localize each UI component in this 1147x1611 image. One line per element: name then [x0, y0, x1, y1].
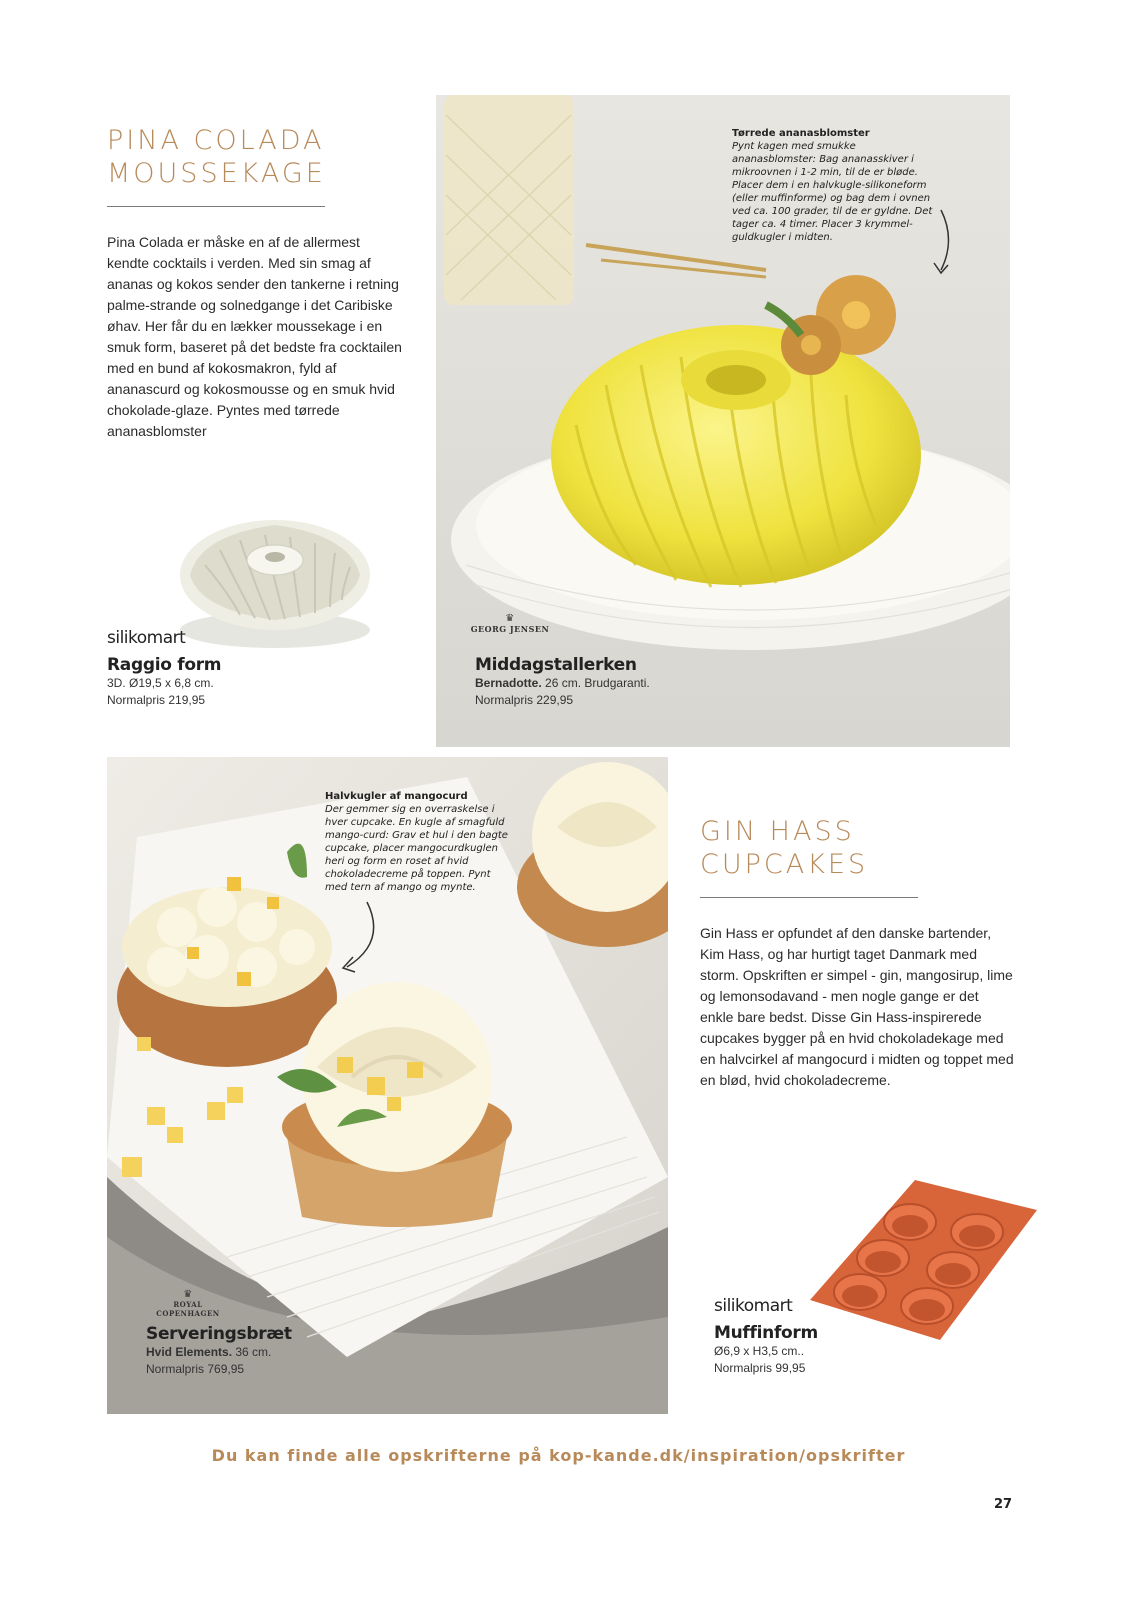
gin-hass-title — [700, 815, 1000, 881]
product-name: Muffinform — [714, 1323, 818, 1343]
crown-icon: ♛ — [505, 613, 515, 624]
title-divider — [700, 897, 918, 898]
product-desc: 36 cm. — [232, 1345, 272, 1359]
product-desc: 26 cm. Brudgaranti. — [541, 676, 650, 690]
product-name: Raggio form — [107, 655, 222, 675]
silikomart-logo: silikomart — [714, 1296, 793, 1316]
product-desc: Ø6,9 x H3,5 cm.. — [714, 1344, 805, 1358]
recipes-link[interactable]: Du kan finde alle opskrifterne på kop-kande.dk/inspiration/opskrifter — [211, 1446, 906, 1465]
silikomart-logo: silikomart — [107, 628, 186, 648]
tip-pineapple-flowers — [732, 127, 942, 244]
crown-icon: ♛ — [183, 1289, 193, 1300]
title-line-2: MOUSSEKAGE — [107, 158, 326, 189]
georg-jensen-logo: ♛ GEORG JENSEN — [470, 613, 550, 634]
muffin-mould-image — [805, 1170, 1040, 1345]
raggio-mould-image — [170, 505, 380, 655]
product-muffinform — [714, 1323, 818, 1377]
tip-title: Tørrede ananasblomster — [732, 128, 870, 139]
product-desc-bold: Bernadotte. — [475, 676, 542, 690]
pina-colada-title — [107, 124, 407, 190]
tip-body: Pynt kagen med smukke ananasblomster: Bag ananasskiver i mikroovnen i 1-2 min, til de er bløde. Placer dem i en halvkugle-silikoneform (eller muffinforme) og bag dem i ovnen ved ca. 100 grader, til de er gyldne. Det tager ca. 4 timer. Placer 3 krymmel-guldkugler i midten. — [732, 141, 933, 243]
pina-colada-cake-photo — [436, 95, 1010, 747]
page-number: 27 — [994, 1497, 1013, 1512]
product-desc: 3D. Ø19,5 x 6,8 cm. — [107, 676, 214, 690]
product-raggio — [107, 655, 221, 709]
product-price: Normalpris 769,95 — [146, 1362, 245, 1376]
tip-title: Halvkugler af mangocurd — [325, 791, 468, 802]
product-middagstallerken — [475, 655, 650, 709]
product-price: Normalpris 219,95 — [107, 693, 206, 707]
tip-body: Der gemmer sig en overraskelse i hver cupcake. En kugle af smagfuld mango-curd: Grav et hul i den bagte cupcake, placer mangocurdkuglen heri og form en roset af hvid chokoladecreme på toppen. Pynt med tern af mango og mynte. — [325, 804, 508, 893]
title-divider — [107, 206, 325, 207]
gin-hass-body: Gin Hass er opfundet af den danske bartender, Kim Hass, og har hurtigt taget Danmark med storm. Opskriften er simpel - gin, mangosirup, lime og lemonsodavand - men nogle gange er det enkle bare bedst. Disse Gin Hass-inspirerede cupcakes bygger på en hvid chokoladekage med en halvcirkel af mangocurd i midten og toppet med en blød, hvid chokoladecreme. — [700, 925, 1014, 1088]
product-price: Normalpris 99,95 — [714, 1361, 806, 1375]
title-line-1: GIN HASS — [700, 816, 855, 847]
product-name: Middagstallerken — [475, 655, 637, 675]
title-line-2: CUPCAKES — [700, 849, 869, 880]
royal-copenhagen-logo: ♛ ROYAL COPENHAGEN — [143, 1289, 233, 1318]
product-desc-bold: Hvid Elements. — [146, 1345, 233, 1359]
product-name: Serveringsbræt — [146, 1324, 292, 1344]
tip-mangocurd — [325, 790, 515, 894]
pina-colada-body: Pina Colada er måske en af de allermest kendte cocktails i verden. Med sin smag af ananas og kokos sender den tankerne i retning palme-strande og solnedgange i det Caribiske øhav. Her får du en lækker moussekage i en smuk form, baseret på det bedste fra cocktailen med en bund af kokosmakron, fyld af ananascurd og kokosmousse og en smuk hvid chokolade-glaze. Pyntes med tørrede ananasblomster — [107, 234, 402, 439]
title-line-1: PINA COLADA — [107, 125, 325, 156]
product-price: Normalpris 229,95 — [475, 693, 574, 707]
gin-hass-cupcakes-photo — [107, 757, 668, 1414]
product-serveringsbraet — [146, 1324, 292, 1378]
